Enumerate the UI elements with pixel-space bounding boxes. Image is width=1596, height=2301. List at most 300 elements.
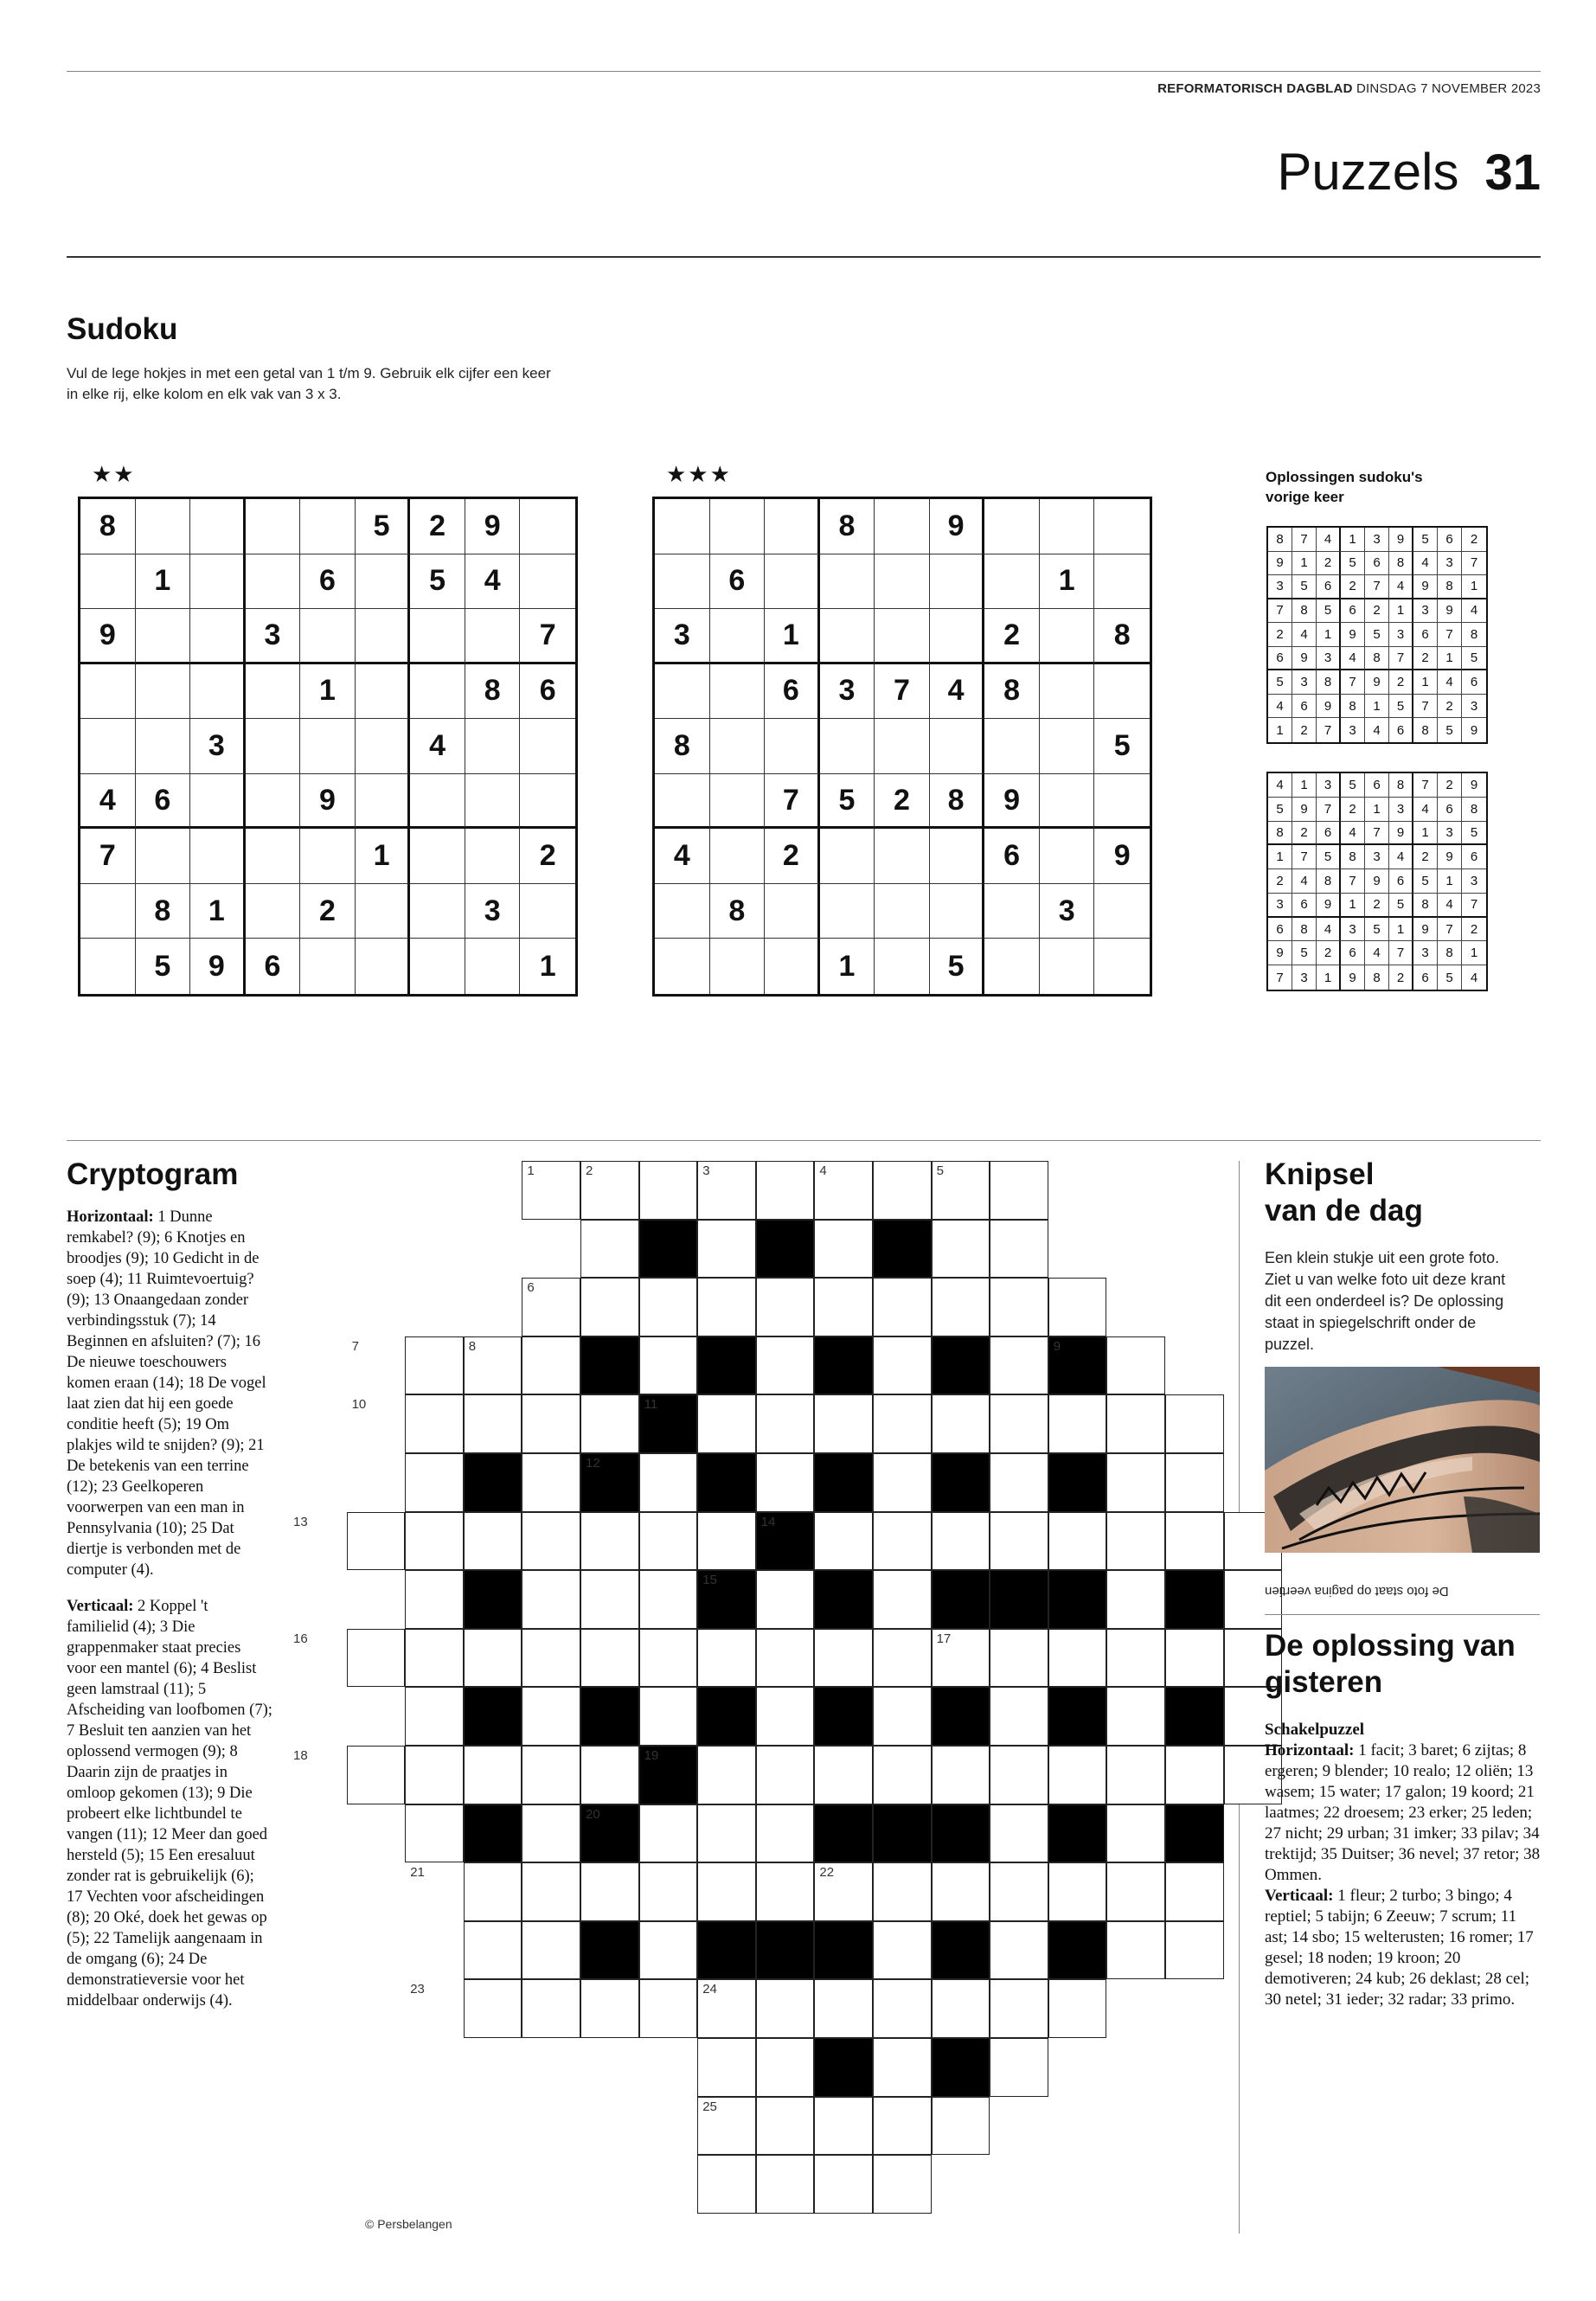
solution-cell: 7 — [1268, 599, 1292, 624]
crossword-cell[interactable] — [1106, 1629, 1165, 1688]
crossword-cell[interactable] — [1106, 1746, 1165, 1804]
crossword-cell[interactable] — [873, 1629, 932, 1688]
crossword-cell[interactable] — [814, 1629, 873, 1688]
sudoku-cell[interactable] — [655, 939, 710, 994]
crossword-cell[interactable] — [932, 1862, 990, 1921]
sudoku-cell[interactable] — [190, 664, 246, 720]
crossword-cell[interactable] — [405, 1687, 464, 1746]
sudoku-cell[interactable] — [410, 609, 465, 664]
sudoku-cell[interactable] — [520, 554, 575, 610]
sudoku-cell[interactable] — [356, 884, 411, 939]
crossword-cell[interactable] — [873, 2038, 932, 2097]
sudoku-cell[interactable] — [930, 829, 985, 884]
crossword-cell[interactable] — [756, 1979, 815, 2038]
crossword-cell[interactable] — [1106, 1394, 1165, 1453]
crossword-cell[interactable] — [347, 1746, 406, 1804]
crossword-cell[interactable] — [1165, 1394, 1224, 1453]
sudoku-cell[interactable] — [1094, 499, 1150, 554]
crossword-cell[interactable] — [1048, 1862, 1107, 1921]
solution-cell: 6 — [1413, 623, 1438, 647]
crossword-cell[interactable] — [639, 1336, 698, 1395]
crossword-cell[interactable] — [580, 1862, 639, 1921]
crossword-cell[interactable] — [1106, 1921, 1165, 1980]
crossword-cell[interactable] — [873, 1687, 932, 1746]
sudoku-cell[interactable] — [710, 719, 766, 774]
crossword-cell[interactable] — [464, 1394, 522, 1453]
crossword-cell[interactable] — [873, 1336, 932, 1395]
sudoku-cell[interactable] — [520, 499, 575, 554]
sudoku-cell[interactable] — [984, 719, 1040, 774]
crossword-cell[interactable] — [756, 1687, 815, 1746]
solution-cell: 3 — [1292, 670, 1317, 695]
crossword-cell[interactable] — [1048, 1278, 1107, 1336]
sudoku-cell: 8 — [465, 664, 521, 720]
crossword-cell[interactable] — [990, 1394, 1048, 1453]
crossword-cell[interactable] — [405, 1746, 464, 1804]
crossword-cell[interactable] — [1106, 1453, 1165, 1512]
sudoku-cell[interactable] — [765, 499, 820, 554]
sudoku-cell[interactable] — [1040, 719, 1095, 774]
crossword-cell[interactable] — [814, 1394, 873, 1453]
crossword-cell[interactable] — [580, 1570, 639, 1629]
crossword-cell[interactable] — [697, 1746, 756, 1804]
sudoku-cell[interactable] — [655, 499, 710, 554]
crossword-cell[interactable] — [580, 1979, 639, 2038]
crossword-cell[interactable] — [932, 2097, 990, 2156]
sudoku-cell[interactable] — [820, 829, 875, 884]
crossword-cell[interactable] — [580, 1220, 639, 1279]
sudoku-cell[interactable] — [875, 719, 930, 774]
crossword-grid — [288, 1161, 1283, 2214]
crossword-black-cell — [990, 1570, 1048, 1629]
crossword-cell[interactable] — [990, 1278, 1048, 1336]
sudoku-cell[interactable] — [984, 884, 1040, 939]
crossword-cell[interactable] — [873, 1161, 932, 1220]
crossword-cell[interactable] — [639, 1278, 698, 1336]
sudoku-cell[interactable] — [246, 829, 301, 884]
crossword-cell[interactable] — [347, 1512, 406, 1571]
clue-number: 16 — [293, 1631, 308, 1646]
sudoku-cell[interactable] — [710, 774, 766, 830]
sudoku-cell[interactable] — [136, 664, 191, 720]
sudoku-cell[interactable] — [356, 664, 411, 720]
crossword-cell[interactable] — [405, 1512, 464, 1571]
crossword-cell[interactable] — [990, 1687, 1048, 1746]
crossword-cell[interactable] — [405, 1804, 464, 1863]
sudoku-cell[interactable] — [875, 609, 930, 664]
crossword-cell[interactable] — [1106, 1862, 1165, 1921]
solution-cell: 2 — [1413, 647, 1438, 671]
sudoku-cell: 8 — [930, 774, 985, 830]
crossword-cell[interactable] — [1165, 1512, 1224, 1571]
sudoku-cell[interactable] — [246, 664, 301, 720]
sudoku-cell[interactable] — [1040, 664, 1095, 720]
crossword-cell[interactable] — [873, 2097, 932, 2156]
sudoku-cell[interactable] — [300, 939, 356, 994]
crossword-cell[interactable] — [990, 1921, 1048, 1980]
sudoku-cell[interactable] — [820, 554, 875, 610]
sudoku-cell[interactable] — [300, 609, 356, 664]
crossword-cell[interactable] — [1048, 1629, 1107, 1688]
sudoku-cell[interactable] — [710, 939, 766, 994]
sudoku-cell[interactable] — [875, 939, 930, 994]
crossword-cell[interactable] — [932, 1979, 990, 2038]
crossword-cell[interactable] — [756, 1862, 815, 1921]
crossword-cell[interactable] — [1048, 1746, 1107, 1804]
crossword-cell[interactable] — [639, 1512, 698, 1571]
crossword-cell[interactable] — [522, 1921, 580, 1980]
sudoku-cell: 7 — [80, 829, 136, 884]
sudoku-cell[interactable] — [80, 554, 136, 610]
sudoku-cell[interactable] — [136, 609, 191, 664]
publication-date: DINSDAG 7 NOVEMBER 2023 — [1356, 81, 1541, 96]
clue-number: 10 — [351, 1397, 367, 1413]
crossword-cell[interactable] — [990, 1804, 1048, 1863]
sudoku-cell[interactable] — [1040, 774, 1095, 830]
sudoku-cell[interactable] — [875, 554, 930, 610]
sudoku-cell[interactable] — [246, 554, 301, 610]
solution-cell: 9 — [1413, 918, 1438, 942]
sudoku-cell[interactable] — [930, 719, 985, 774]
crossword-cell[interactable] — [580, 1278, 639, 1336]
crossword-cell[interactable] — [1048, 1979, 1107, 2038]
sudoku-cell[interactable] — [1094, 884, 1150, 939]
sudoku-cell[interactable] — [80, 719, 136, 774]
crossword-cell[interactable] — [639, 1921, 698, 1980]
crossword-cell[interactable] — [580, 1629, 639, 1688]
sudoku-cell[interactable] — [80, 664, 136, 720]
sudoku-puzzle-easy — [78, 497, 578, 997]
crossword-cell[interactable] — [522, 1394, 580, 1453]
crossword-cell[interactable] — [1106, 1687, 1165, 1746]
crossword-cell[interactable] — [1106, 1512, 1165, 1571]
sudoku-cell[interactable] — [520, 774, 575, 830]
crossword-cell[interactable] — [464, 1746, 522, 1804]
crossword-cell[interactable] — [1165, 1453, 1224, 1512]
crossword-cell[interactable] — [990, 1336, 1048, 1395]
sudoku-cell[interactable] — [655, 554, 710, 610]
crossword-cell[interactable] — [990, 1161, 1048, 1220]
crossword-cell[interactable] — [814, 2097, 873, 2156]
crossword-cell[interactable] — [522, 1862, 580, 1921]
sudoku-cell[interactable] — [410, 939, 465, 994]
crossword-cell[interactable] — [756, 1570, 815, 1629]
sudoku-cell[interactable] — [356, 939, 411, 994]
sudoku-cell[interactable] — [875, 829, 930, 884]
sudoku-cell: 2 — [520, 829, 575, 884]
sudoku-cell[interactable] — [356, 774, 411, 830]
crossword-cell[interactable] — [873, 1278, 932, 1336]
sudoku-cell[interactable] — [875, 499, 930, 554]
sudoku-cell[interactable] — [246, 774, 301, 830]
crossword-cell[interactable] — [990, 1862, 1048, 1921]
sudoku-cell[interactable] — [820, 884, 875, 939]
crossword-cell[interactable] — [873, 1394, 932, 1453]
crossword-cell[interactable] — [580, 1512, 639, 1571]
sudoku-cell[interactable] — [710, 609, 766, 664]
clue-number: 3 — [702, 1163, 710, 1178]
crossword-black-cell — [932, 1336, 990, 1395]
sudoku-cell[interactable] — [930, 884, 985, 939]
sudoku-cell[interactable] — [190, 554, 246, 610]
sudoku-cell[interactable] — [520, 719, 575, 774]
crossword-cell[interactable] — [873, 1570, 932, 1629]
sudoku-cell[interactable] — [710, 829, 766, 884]
sudoku-cell: 7 — [765, 774, 820, 830]
solution-cell: 7 — [1268, 965, 1292, 990]
crossword-cell[interactable] — [814, 2155, 873, 2214]
knipsel-photo — [1265, 1367, 1540, 1553]
crossword-cell[interactable] — [756, 1278, 815, 1336]
crossword-cell[interactable] — [522, 1512, 580, 1571]
crossword-cell[interactable] — [1165, 1862, 1224, 1921]
sudoku-cell[interactable] — [1094, 554, 1150, 610]
solution-cell: 9 — [1438, 845, 1462, 869]
crossword-cell[interactable] — [639, 1570, 698, 1629]
crossword-cell[interactable] — [639, 1979, 698, 2038]
crossword-cell[interactable] — [639, 1687, 698, 1746]
sudoku-cell[interactable] — [520, 884, 575, 939]
sudoku-cell[interactable] — [710, 664, 766, 720]
sudoku-cell[interactable] — [765, 884, 820, 939]
crossword-cell[interactable] — [932, 1220, 990, 1279]
solution-cell: 2 — [1365, 894, 1389, 918]
clue-number: 4 — [819, 1163, 827, 1178]
crossword-cell[interactable] — [697, 1629, 756, 1688]
solution-cell: 2 — [1462, 528, 1486, 552]
sudoku-cell[interactable] — [80, 884, 136, 939]
sudoku-cell[interactable] — [465, 939, 521, 994]
crossword-cell[interactable] — [932, 1746, 990, 1804]
sudoku-cell[interactable] — [1094, 664, 1150, 720]
sudoku-cell[interactable] — [1094, 939, 1150, 994]
crossword-cell[interactable] — [697, 1278, 756, 1336]
crossword-cell[interactable] — [639, 1862, 698, 1921]
crossword-cell[interactable] — [405, 1336, 464, 1395]
crossword-cell[interactable] — [756, 1453, 815, 1512]
crossword-black-cell — [932, 1921, 990, 1980]
sudoku-cell[interactable] — [765, 554, 820, 610]
sudoku-cell[interactable] — [136, 499, 191, 554]
sudoku-cell[interactable] — [136, 719, 191, 774]
sudoku-cell[interactable] — [710, 499, 766, 554]
crossword-cell[interactable] — [464, 1921, 522, 1980]
sudoku-cell[interactable] — [300, 829, 356, 884]
crossword-cell[interactable] — [756, 1394, 815, 1453]
crossword-cell[interactable] — [990, 2038, 1048, 2097]
crossword-cell[interactable] — [756, 1629, 815, 1688]
crossword-cell[interactable] — [639, 1453, 698, 1512]
sudoku-cell: 2 — [875, 774, 930, 830]
sudoku-cell[interactable] — [410, 664, 465, 720]
sudoku-cell[interactable] — [1040, 829, 1095, 884]
solution-cell: 6 — [1341, 941, 1365, 965]
sudoku-cell[interactable] — [930, 554, 985, 610]
solution-cell: 6 — [1462, 670, 1486, 695]
sudoku-cell[interactable] — [984, 939, 1040, 994]
crossword-cell[interactable] — [756, 2097, 815, 2156]
sudoku-cell[interactable] — [410, 774, 465, 830]
crossword-cell[interactable] — [990, 1629, 1048, 1688]
sudoku-cell[interactable] — [984, 499, 1040, 554]
crossword-cell[interactable] — [522, 1746, 580, 1804]
crossword-cell[interactable] — [990, 1746, 1048, 1804]
crossword-cell[interactable] — [932, 1278, 990, 1336]
crossword-cell[interactable] — [697, 1804, 756, 1863]
sudoku-cell[interactable] — [930, 609, 985, 664]
crossword-cell[interactable] — [990, 1512, 1048, 1571]
crossword-cell[interactable] — [873, 1921, 932, 1980]
crossword-cell[interactable] — [814, 1746, 873, 1804]
sudoku-cell: 2 — [300, 884, 356, 939]
sudoku-intro: Vul de lege hokjes in met een getal van 1 t/m 9. Gebruik elk cijfer een keer in elke rij, elke kolom en elk vak van 3 x 3. — [67, 365, 551, 402]
crossword-cell[interactable] — [873, 2155, 932, 2214]
crossword-cell[interactable] — [464, 1862, 522, 1921]
crossword-cell[interactable] — [814, 1979, 873, 2038]
sudoku-cell[interactable] — [655, 664, 710, 720]
crossword-cell[interactable] — [464, 1979, 522, 2038]
sudoku-cell[interactable] — [655, 774, 710, 830]
crossword-cell[interactable] — [756, 1161, 815, 1220]
crossword-cell[interactable] — [697, 2155, 756, 2214]
sudoku-cell[interactable] — [356, 719, 411, 774]
crossword-cell[interactable] — [580, 1746, 639, 1804]
crossword-cell[interactable] — [1106, 1570, 1165, 1629]
sudoku-cell: 4 — [80, 774, 136, 830]
sudoku-cell[interactable] — [875, 884, 930, 939]
crossword-cell[interactable] — [1165, 1746, 1224, 1804]
sudoku-cell[interactable] — [410, 829, 465, 884]
crossword-cell[interactable] — [1048, 1394, 1107, 1453]
crossword-cell[interactable] — [1106, 1804, 1165, 1863]
crossword-cell[interactable] — [990, 1979, 1048, 2038]
sudoku-cell[interactable] — [465, 774, 521, 830]
crossword-cell[interactable] — [1165, 1921, 1224, 1980]
crossword-cell[interactable] — [873, 1512, 932, 1571]
crossword-cell[interactable] — [756, 1804, 815, 1863]
cryptogram-title: Cryptogram — [67, 1157, 239, 1191]
sudoku-cell[interactable] — [190, 609, 246, 664]
crossword-cell[interactable] — [814, 1512, 873, 1571]
sudoku-cell[interactable] — [190, 499, 246, 554]
crossword-cell[interactable] — [756, 1336, 815, 1395]
crossword-cell[interactable] — [405, 1394, 464, 1453]
crossword-cell[interactable] — [814, 1278, 873, 1336]
cryptogram-clues — [67, 1207, 272, 2027]
sudoku-cell[interactable] — [80, 939, 136, 994]
sudoku-cell: 3 — [246, 609, 301, 664]
crossword-cell[interactable] — [873, 1979, 932, 2038]
crossword-cell[interactable] — [756, 1746, 815, 1804]
crossword-cell[interactable] — [697, 1862, 756, 1921]
crossword-cell[interactable] — [756, 2038, 815, 2097]
sudoku-cell[interactable] — [356, 609, 411, 664]
sudoku-cell[interactable] — [190, 774, 246, 830]
crossword-cell[interactable] — [639, 1629, 698, 1688]
crossword-cell[interactable] — [990, 1453, 1048, 1512]
sudoku-cell[interactable] — [1094, 774, 1150, 830]
crossword-cell[interactable] — [405, 1570, 464, 1629]
sudoku-cell[interactable] — [410, 884, 465, 939]
crossword-cell[interactable] — [814, 1220, 873, 1279]
crossword-cell[interactable] — [522, 1453, 580, 1512]
crossword-cell[interactable] — [522, 1979, 580, 2038]
sudoku-cell[interactable] — [1040, 499, 1095, 554]
crossword-cell[interactable] — [873, 1862, 932, 1921]
crossword-cell[interactable] — [697, 2038, 756, 2097]
crossword-cell[interactable] — [580, 1394, 639, 1453]
sudoku-cell[interactable] — [820, 609, 875, 664]
crossword-cell[interactable] — [522, 1336, 580, 1395]
sudoku-cell[interactable] — [465, 829, 521, 884]
sudoku-cell[interactable] — [136, 829, 191, 884]
sudoku-cell[interactable] — [190, 829, 246, 884]
sudoku-cell[interactable] — [820, 719, 875, 774]
crossword-cell[interactable] — [522, 1804, 580, 1863]
sudoku-cell[interactable] — [300, 499, 356, 554]
crossword-cell[interactable] — [522, 1629, 580, 1688]
crossword-cell[interactable] — [932, 1512, 990, 1571]
solution-cell: 5 — [1413, 869, 1438, 894]
solution-cell: 2 — [1462, 918, 1486, 942]
sudoku-cell[interactable] — [246, 499, 301, 554]
sudoku-cell[interactable] — [1040, 939, 1095, 994]
crossword-cell[interactable] — [522, 1687, 580, 1746]
crossword-cell[interactable] — [1165, 1629, 1224, 1688]
crossword-black-cell — [814, 1921, 873, 1980]
sudoku-cell[interactable] — [655, 884, 710, 939]
crossword-cell[interactable] — [1106, 1336, 1165, 1395]
solution-cell: 2 — [1413, 845, 1438, 869]
crossword-cell[interactable] — [873, 1746, 932, 1804]
sudoku-cell: 1 — [190, 884, 246, 939]
crossword-cell[interactable] — [347, 1629, 406, 1688]
solution-cell: 7 — [1317, 798, 1341, 822]
sudoku-cell[interactable] — [765, 719, 820, 774]
crossword-cell[interactable] — [932, 1394, 990, 1453]
solution-cell: 8 — [1389, 773, 1413, 798]
crossword-cell[interactable] — [405, 1453, 464, 1512]
solution-cell: 8 — [1389, 552, 1413, 576]
crossword-cell[interactable] — [697, 1394, 756, 1453]
crossword-cell[interactable] — [1048, 1512, 1107, 1571]
sudoku-cell[interactable] — [1040, 609, 1095, 664]
sudoku-cell[interactable] — [765, 939, 820, 994]
solution-cell: 8 — [1413, 718, 1438, 742]
sudoku-cell[interactable] — [356, 554, 411, 610]
crossword-cell[interactable] — [639, 1161, 698, 1220]
crossword-cell[interactable] — [756, 2155, 815, 2214]
crossword-cell[interactable] — [697, 1220, 756, 1279]
crossword-cell[interactable] — [990, 1220, 1048, 1279]
crossword-cell[interactable] — [639, 1804, 698, 1863]
sudoku-cell[interactable] — [465, 719, 521, 774]
crossword-cell[interactable] — [522, 1570, 580, 1629]
sudoku-cell[interactable] — [246, 719, 301, 774]
sudoku-cell[interactable] — [246, 884, 301, 939]
crossword-cell[interactable] — [464, 1512, 522, 1571]
solution-cell: 4 — [1268, 773, 1292, 798]
sudoku-cell[interactable] — [984, 554, 1040, 610]
crossword-cell[interactable] — [697, 1512, 756, 1571]
sudoku-cell[interactable] — [465, 609, 521, 664]
crossword-cell[interactable] — [464, 1629, 522, 1688]
crossword-cell[interactable] — [405, 1629, 464, 1688]
crossword-cell[interactable] — [873, 1453, 932, 1512]
solution-cell: 3 — [1341, 918, 1365, 942]
solution-cell: 3 — [1389, 798, 1413, 822]
sudoku-cell[interactable] — [300, 719, 356, 774]
